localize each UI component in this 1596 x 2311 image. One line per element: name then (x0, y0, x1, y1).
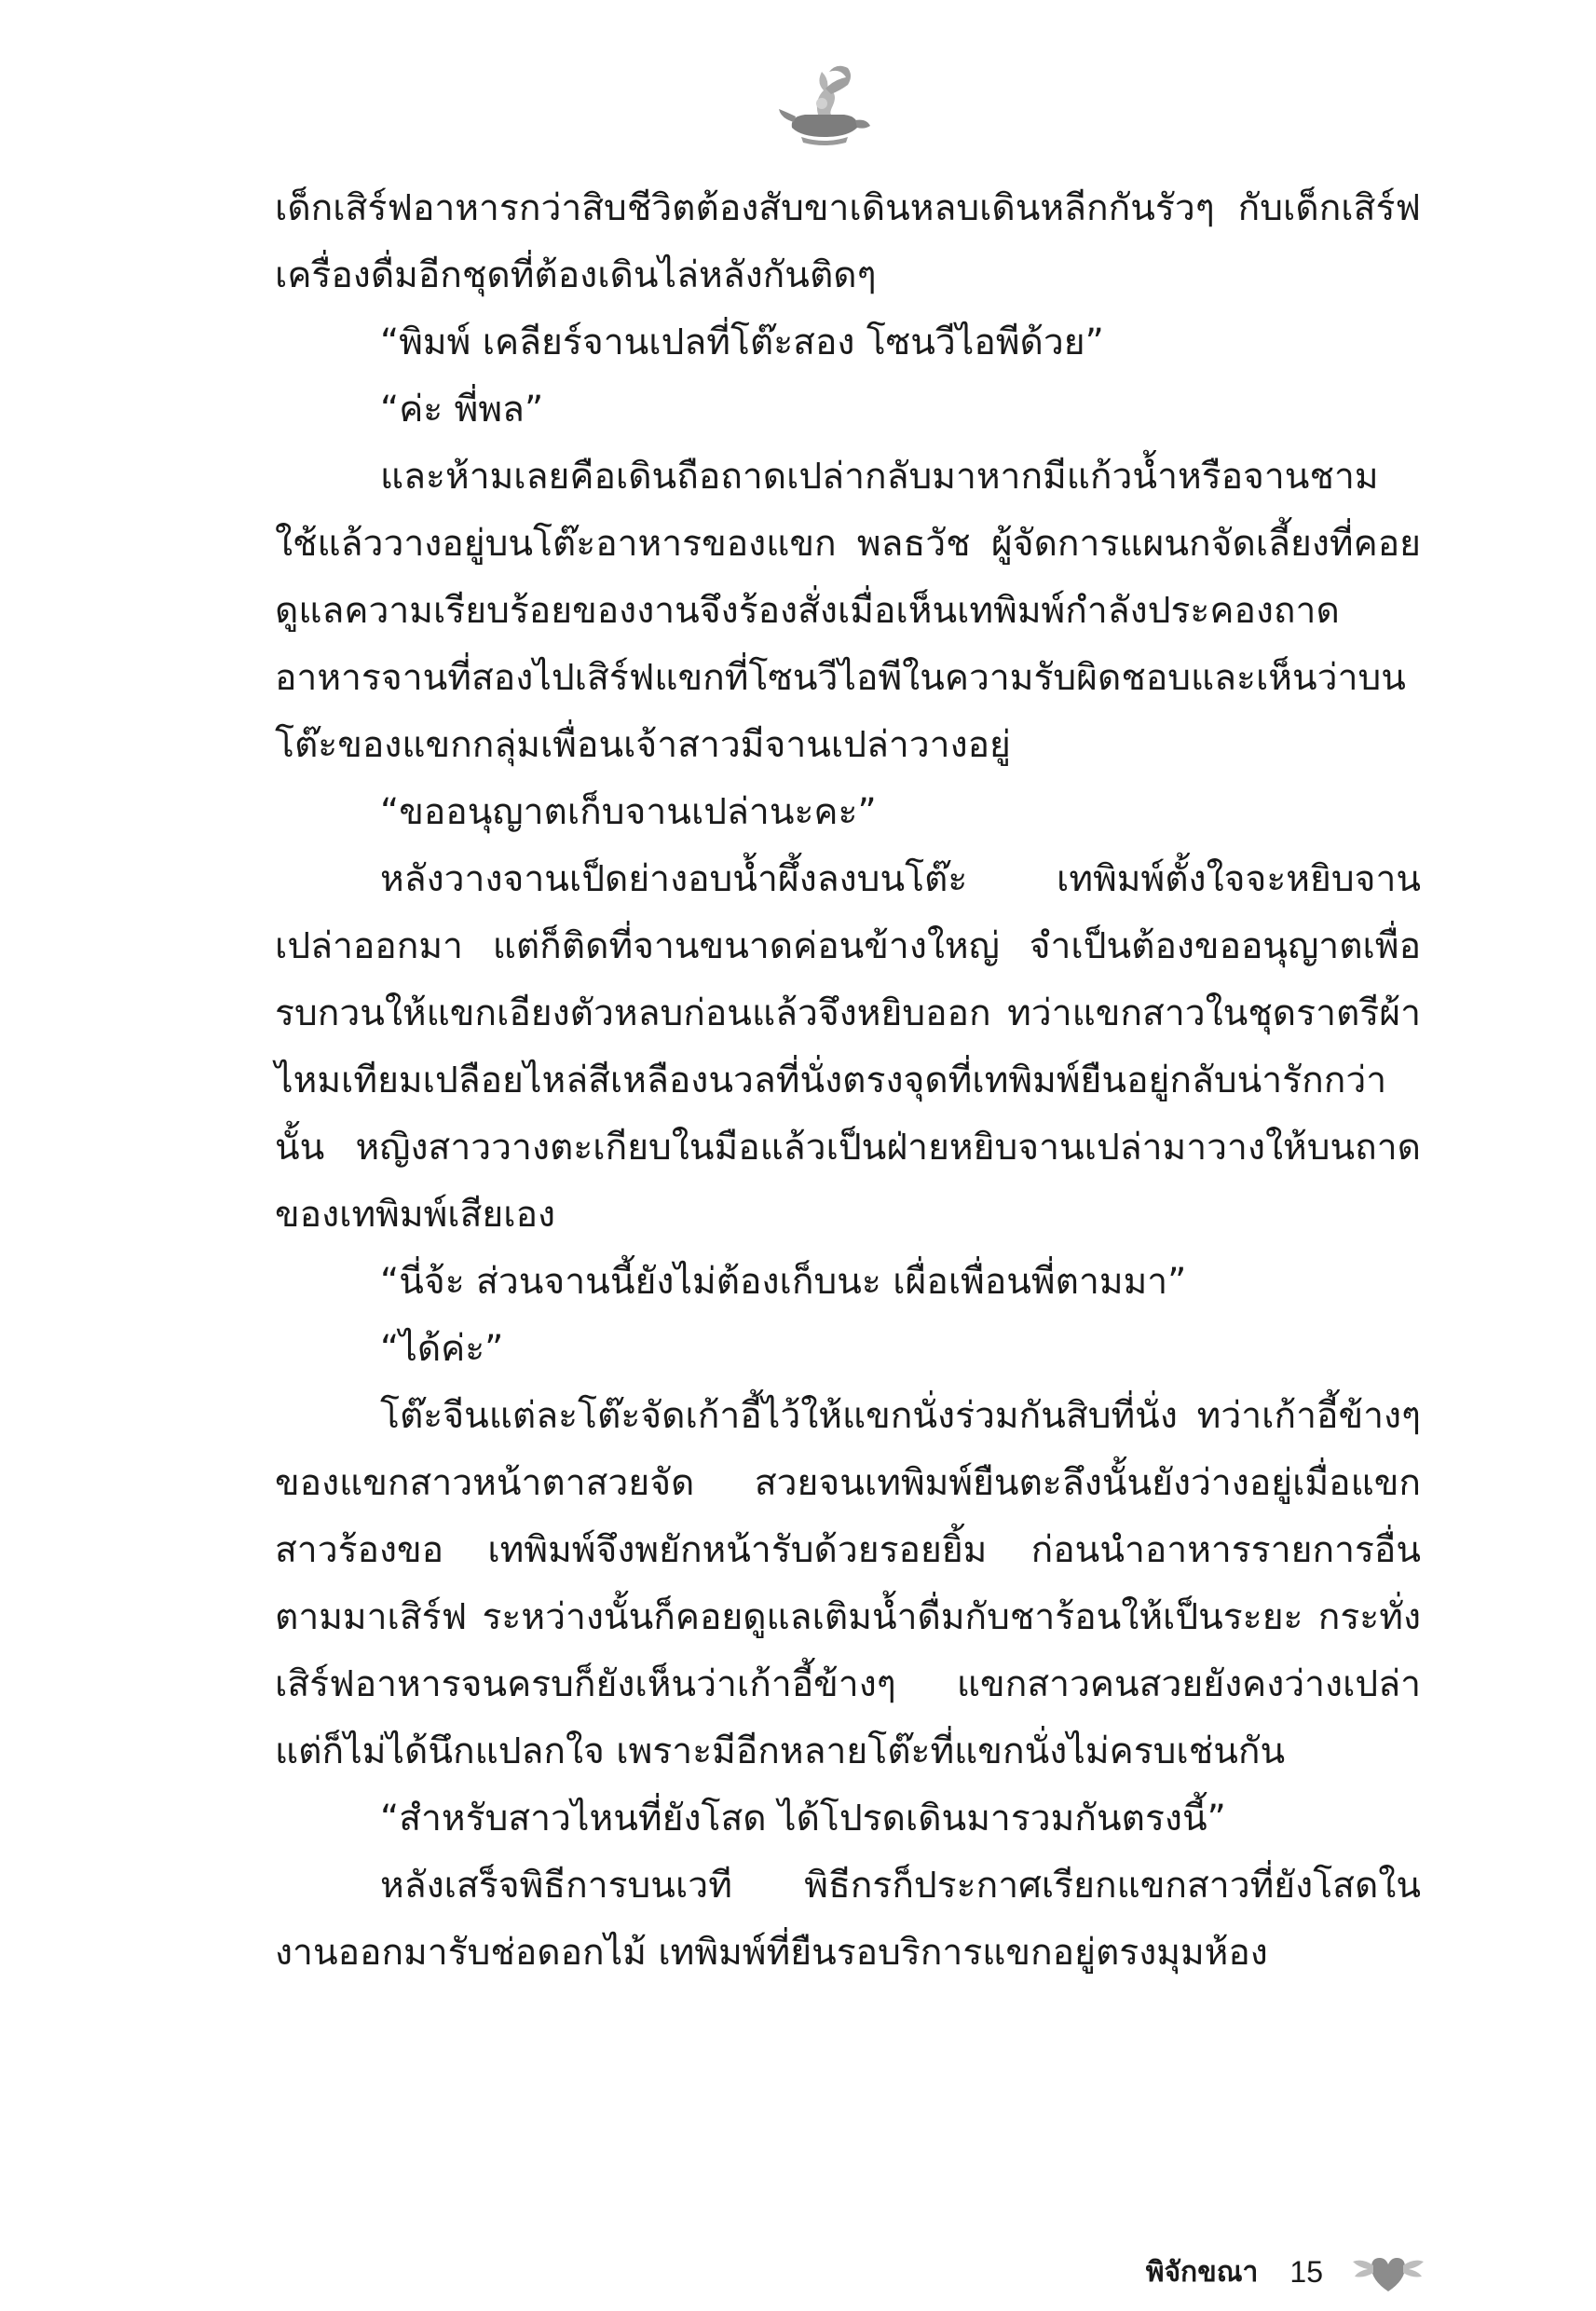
paragraph: “ขออนุญาตเก็บจานเปล่านะคะ” (380, 791, 877, 833)
page-footer (1071, 2244, 1425, 2300)
running-title: พิจักขณา (1145, 2255, 1259, 2289)
lamp-ornament-icon (773, 51, 876, 154)
paragraph: หลังเสร็จพิธีการบนเวที พิธีกรก็ประกาศเรียกแขกสาวที่ยังโสดในงานออกมารับช่อดอกไม้ เทพิมพ์ที่ยืนรอบริการแขกอยู่ตรงมุมห้อง (275, 1865, 1421, 1974)
page-number: 15 (1289, 2254, 1323, 2289)
paragraph: “ได้ค่ะ” (380, 1328, 504, 1370)
paragraph: เด็กเสิร์ฟอาหารกว่าสิบชีวิตต้องสับขาเดินหลบเดินหลีกกันรัวๆ กับเด็กเสิร์ฟเครื่องดื่มอีกชุดที่ต้องเดินไล่หลังกันติดๆ (275, 187, 1421, 296)
paragraph: “นี่จ้ะ ส่วนจานนี้ยังไม่ต้องเก็บนะ เผื่อเพื่อนพี่ตามมา” (380, 1261, 1187, 1303)
body-text (275, 175, 1421, 1987)
paragraph: โต๊ะจีนแต่ละโต๊ะจัดเก้าอี้ไว้ให้แขกนั่งร่วมกันสิบที่นั่ง ทว่าเก้าอี้ข้างๆ ของแขกสาวหน้าตาสวยจัด สวยจนเทพิมพ์ยืนตะลึงนั้นยังว่างอยู่เมื่อแขกสาวร้องขอ เทพิมพ์จึงพยักหน้ารับด้วยรอยยิ้ม ก่อนนำอาหารรายการอื่นตามมาเสิร์ฟ ระหว่างนั้นก็คอยดูแลเติมน้ำดื่มกับชาร้อนให้เป็นระยะ กระทั่งเสิร์ฟอาหารจนครบก็ยังเห็นว่าเก้าอี้ข้างๆ แขกสาวคนสวยยังคงว่างเปล่า แต่ก็ไม่ได้นึกแปลกใจ เพราะมีอีกหลายโต๊ะที่แขกนั่งไม่ครบเช่นกัน (275, 1395, 1421, 1772)
paragraph: หลังวางจานเป็ดย่างอบน้ำผึ้งลงบนโต๊ะ เทพิมพ์ตั้งใจจะหยิบจานเปล่าออกมา แต่ก็ติดที่จานขนาดค่อนข้างใหญ่ จำเป็นต้องขออนุญาตเพื่อรบกวนให้แขกเอียงตัวหลบก่อนแล้วจึงหยิบออก ทว่าแขกสาวในชุดราตรีผ้าไหมเทียมเปลือยไหล่สีเหลืองนวลที่นั่งตรงจุดที่เทพิมพ์ยืนอยู่กลับน่ารักกว่านั้น หญิงสาววางตะเกียบในมือแล้วเป็นฝ่ายหยิบจานเปล่ามาวางให้บนถาดของเทพิมพ์เสียเอง (275, 858, 1421, 1236)
paragraph: “ค่ะ พี่พล” (380, 389, 544, 431)
paragraph: และห้ามเลยคือเดินถือถาดเปล่ากลับมาหากมีแก้วน้ำหรือจานชาม ใช้แล้ววางอยู่บนโต๊ะอาหารของแขก พลธวัช ผู้จัดการแผนกจัดเลี้ยงที่คอยดูแลความเรียบร้อยของงานจึงร้องสั่งเมื่อเห็นเทพิมพ์กำลังประคองถาดอาหารจานที่สองไปเสิร์ฟแขกที่โซนวีไอพีในความรับผิดชอบและเห็นว่าบนโต๊ะของแขกกลุ่มเพื่อนเจ้าสาวมีจานเปล่าวางอยู่ (275, 456, 1421, 766)
winged-heart-icon (1351, 2250, 1425, 2293)
paragraph: “พิมพ์ เคลียร์จานเปลที่โต๊ะสอง โซนวีไอพีด้วย” (380, 321, 1104, 363)
paragraph: “สำหรับสาวไหนที่ยังโสด ได้โปรดเดินมารวมกันตรงนี้” (380, 1798, 1226, 1839)
